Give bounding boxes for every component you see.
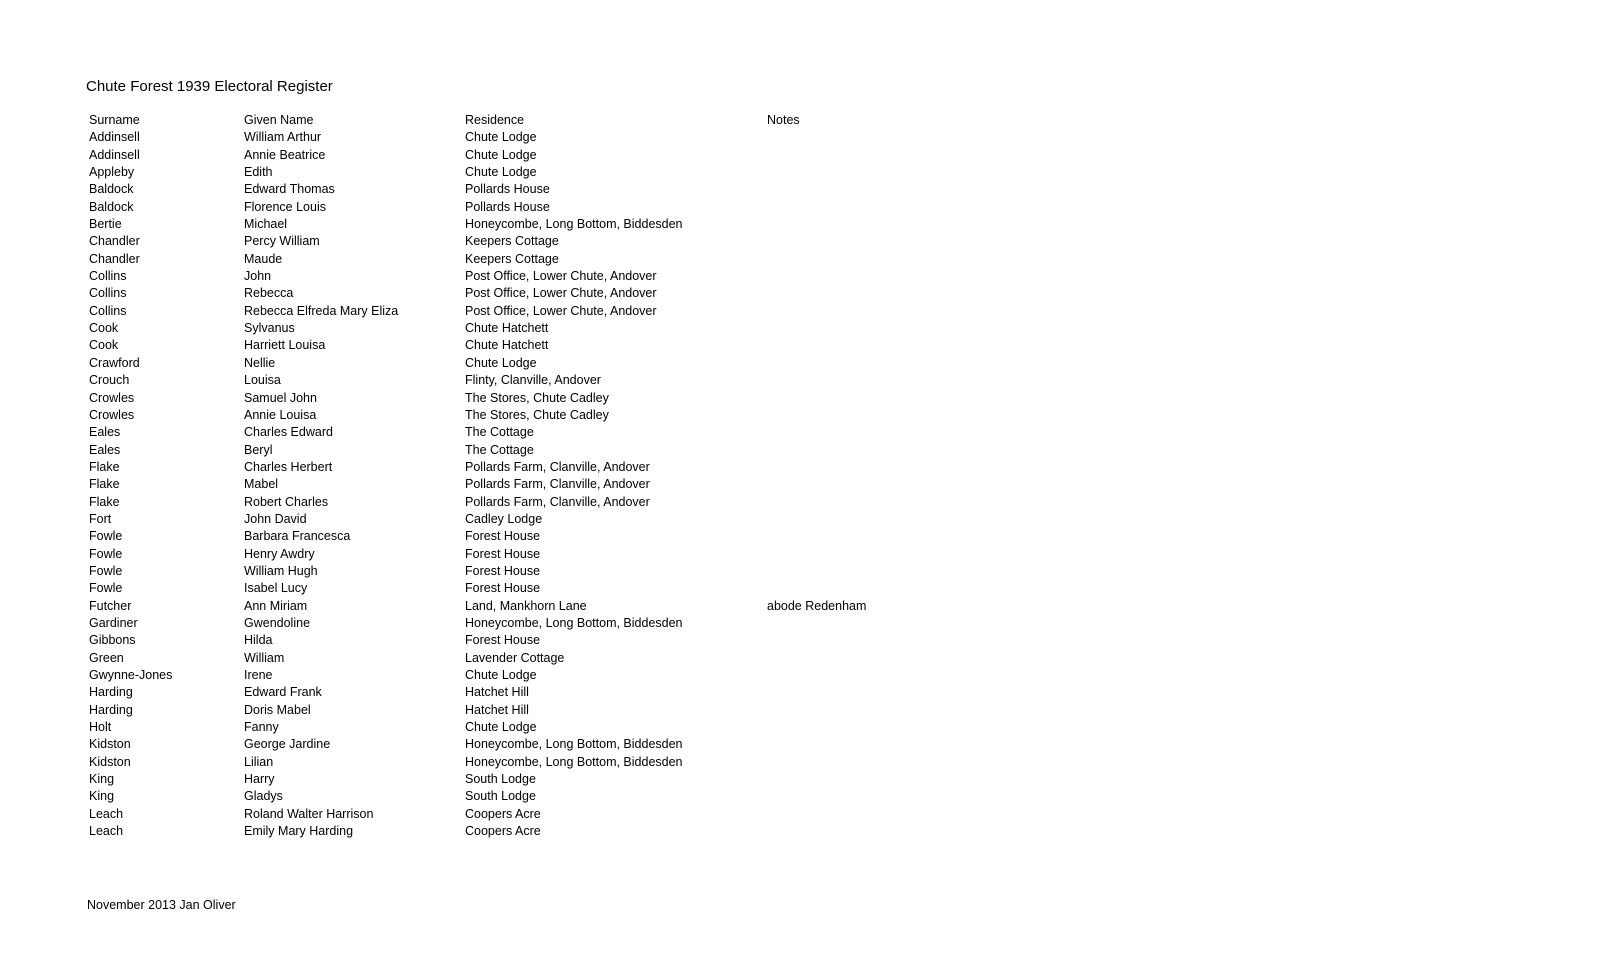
table-row [89, 251, 967, 268]
cell-residence: Cadley Lodge [465, 511, 543, 526]
table-row [89, 233, 967, 250]
cell-surname: Gwynne-Jones [89, 668, 173, 682]
cell-surname: Gibbons [89, 633, 136, 648]
table-row [89, 546, 967, 563]
cell-surname: Flake [89, 494, 120, 509]
table-row [89, 632, 967, 649]
cell-residence: Chute Lodge [465, 720, 537, 735]
table-row [89, 806, 967, 823]
cell-notes [767, 285, 967, 302]
cell-surname: Fowle [89, 581, 123, 596]
cell-notes [767, 702, 967, 719]
cell-residence: Forest House [465, 529, 541, 544]
cell-notes [767, 372, 967, 389]
cell-notes [767, 320, 967, 337]
cell-residence: Post Office, Lower Chute, Andover [465, 269, 657, 284]
table-row [89, 788, 967, 805]
cell-surname: Kidston [89, 737, 131, 752]
cell-residence: Coopers Acre [465, 824, 541, 839]
cell-notes [767, 390, 967, 407]
cell-residence: Pollards Farm, Clanville, Andover [465, 459, 650, 474]
cell-surname: Kidston [89, 754, 131, 769]
cell-given-name: Nellie [244, 355, 276, 370]
cell-residence: Honeycombe, Long Bottom, Biddesden [465, 615, 683, 630]
cell-given-name: Fanny [244, 720, 279, 735]
table-row [89, 164, 967, 181]
cell-given-name: Edward Thomas [244, 182, 335, 197]
cell-notes [767, 251, 967, 268]
table-row [89, 528, 967, 545]
cell-residence: Honeycombe, Long Bottom, Biddesden [465, 754, 683, 769]
cell-residence: Chute Lodge [465, 130, 537, 145]
table-row [89, 823, 967, 840]
cell-given-name: Emily Mary Harding [244, 824, 354, 839]
table-row [89, 320, 967, 337]
table-row [89, 407, 967, 424]
table-row [89, 563, 967, 580]
column-header-notes: Notes [767, 113, 800, 127]
cell-given-name: Irene [244, 668, 273, 682]
cell-residence: The Cottage [465, 442, 534, 457]
cell-residence: Hatchet Hill [465, 702, 529, 717]
cell-residence: Lavender Cottage [465, 650, 565, 665]
cell-residence: Forest House [465, 633, 541, 648]
cell-notes [767, 546, 967, 563]
cell-surname: Fowle [89, 563, 123, 578]
cell-notes [767, 337, 967, 354]
cell-given-name: Mabel [244, 477, 279, 492]
cell-notes [767, 650, 967, 667]
cell-residence: Pollards House [465, 182, 550, 197]
table-row [89, 615, 967, 632]
cell-surname: Eales [89, 425, 121, 440]
cell-notes [767, 233, 967, 250]
cell-notes [767, 771, 967, 788]
cell-residence: The Stores, Chute Cadley [465, 390, 609, 405]
cell-surname: Flake [89, 459, 120, 474]
cell-residence: Chute Lodge [465, 165, 537, 180]
table-row [89, 216, 967, 233]
cell-surname: Cook [89, 321, 119, 336]
cell-given-name: George Jardine [244, 737, 331, 752]
cell-given-name: Annie Beatrice [244, 147, 326, 162]
cell-given-name: William Hugh [244, 563, 318, 578]
cell-given-name: Robert Charles [244, 494, 329, 509]
cell-surname: Collins [89, 303, 127, 318]
cell-surname: Cook [89, 338, 119, 353]
cell-notes: abode Redenham [767, 598, 867, 613]
cell-given-name: Beryl [244, 442, 273, 457]
cell-surname: Crowles [89, 390, 135, 405]
cell-notes [767, 476, 967, 493]
cell-given-name: Harriett Louisa [244, 338, 326, 353]
cell-residence: The Stores, Chute Cadley [465, 407, 609, 422]
cell-surname: Green [89, 650, 124, 665]
cell-given-name: Rebecca [244, 286, 294, 301]
cell-notes [767, 303, 967, 320]
cell-given-name: Percy William [244, 234, 320, 249]
table-row [89, 667, 967, 684]
cell-residence: South Lodge [465, 789, 536, 804]
cell-residence: Pollards Farm, Clanville, Andover [465, 477, 650, 492]
cell-given-name: Rebecca Elfreda Mary Eliza [244, 303, 399, 318]
cell-notes [767, 528, 967, 545]
cell-notes [767, 129, 967, 146]
cell-notes [767, 806, 967, 823]
cell-residence: Forest House [465, 563, 541, 578]
cell-residence: Land, Mankhorn Lane [465, 598, 587, 613]
column-header-surname: Surname [89, 113, 140, 127]
cell-residence: Forest House [465, 581, 541, 596]
cell-residence: Coopers Acre [465, 806, 541, 821]
cell-surname: Flake [89, 477, 120, 492]
cell-notes [767, 181, 967, 198]
cell-surname: Eales [89, 442, 121, 457]
table-row [89, 702, 967, 719]
cell-residence: Pollards House [465, 199, 550, 214]
cell-notes [767, 216, 967, 233]
table-row [89, 684, 967, 701]
table-row [89, 476, 967, 493]
cell-surname: King [89, 772, 115, 787]
table-row [89, 598, 967, 615]
table-body [89, 129, 967, 840]
cell-surname: Leach [89, 824, 124, 839]
table-row [89, 650, 967, 667]
cell-residence: Chute Hatchett [465, 338, 549, 353]
cell-given-name: Sylvanus [244, 321, 295, 336]
cell-notes [767, 199, 967, 216]
table-row [89, 303, 967, 320]
cell-notes [767, 147, 967, 164]
cell-residence: Post Office, Lower Chute, Andover [465, 303, 657, 318]
cell-residence: Chute Hatchett [465, 321, 549, 336]
table-row [89, 337, 967, 354]
table-row [89, 580, 967, 597]
cell-notes [767, 459, 967, 476]
cell-surname: Bertie [89, 217, 122, 232]
cell-surname: Fort [89, 511, 112, 526]
cell-surname: Fowle [89, 546, 123, 561]
cell-surname: Gardiner [89, 615, 138, 630]
cell-surname: Collins [89, 286, 127, 301]
table-row [89, 372, 967, 389]
cell-surname: Crawford [89, 355, 140, 370]
cell-surname: King [89, 789, 115, 804]
cell-notes [767, 442, 967, 459]
cell-given-name: Florence Louis [244, 199, 326, 214]
table-row [89, 390, 967, 407]
cell-given-name: Charles Edward [244, 425, 333, 440]
table-row [89, 181, 967, 198]
register-table [89, 112, 967, 840]
cell-residence: Honeycombe, Long Bottom, Biddesden [465, 217, 683, 232]
cell-surname: Addinsell [89, 130, 140, 145]
cell-given-name: Gwendoline [244, 615, 311, 630]
cell-notes [767, 719, 967, 736]
cell-given-name: Michael [244, 217, 288, 232]
document-footer: November 2013 Jan Oliver [87, 898, 236, 912]
cell-residence: Chute Lodge [465, 668, 537, 682]
cell-given-name: Roland Walter Harrison [244, 806, 374, 821]
cell-given-name: Henry Awdry [244, 546, 315, 561]
cell-surname: Crowles [89, 407, 135, 422]
cell-notes [767, 615, 967, 632]
cell-surname: Holt [89, 720, 112, 735]
table-row [89, 355, 967, 372]
cell-given-name: Harry [244, 772, 275, 787]
cell-residence: Keepers Cottage [465, 251, 559, 266]
table-row [89, 511, 967, 528]
cell-notes [767, 563, 967, 580]
cell-given-name: William Arthur [244, 130, 322, 145]
table-row [89, 754, 967, 771]
table-row [89, 129, 967, 146]
table-row [89, 442, 967, 459]
cell-notes [767, 580, 967, 597]
cell-given-name: Charles Herbert [244, 459, 333, 474]
cell-surname: Leach [89, 806, 124, 821]
cell-residence: Keepers Cottage [465, 234, 559, 249]
document-title: Chute Forest 1939 Electoral Register [86, 78, 333, 95]
cell-notes [767, 736, 967, 753]
cell-residence: Pollards Farm, Clanville, Andover [465, 494, 650, 509]
cell-notes [767, 494, 967, 511]
cell-surname: Baldock [89, 199, 134, 214]
table-row [89, 268, 967, 285]
cell-given-name: Samuel John [244, 390, 317, 405]
cell-notes [767, 511, 967, 528]
cell-given-name: Ann Miriam [244, 598, 308, 613]
cell-residence: Forest House [465, 546, 541, 561]
cell-surname: Harding [89, 702, 133, 717]
column-header-residence: Residence [465, 113, 525, 127]
cell-given-name: Annie Louisa [244, 407, 317, 422]
cell-notes [767, 754, 967, 771]
cell-notes [767, 407, 967, 424]
cell-surname: Harding [89, 685, 133, 700]
table-row [89, 285, 967, 302]
table-row [89, 771, 967, 788]
cell-notes [767, 823, 967, 840]
cell-given-name: Edward Frank [244, 685, 322, 700]
cell-given-name: Lilian [244, 754, 274, 769]
cell-surname: Chandler [89, 234, 140, 249]
cell-given-name: Gladys [244, 789, 283, 804]
table-row [89, 199, 967, 216]
cell-notes [767, 788, 967, 805]
cell-notes [767, 632, 967, 649]
cell-surname: Collins [89, 269, 127, 284]
table-header-row [89, 112, 967, 129]
cell-given-name: Maude [244, 251, 283, 266]
cell-given-name: John David [244, 511, 307, 526]
cell-residence: The Cottage [465, 425, 534, 440]
cell-given-name: Barbara Francesca [244, 529, 351, 544]
table-row [89, 719, 967, 736]
cell-surname: Baldock [89, 182, 134, 197]
cell-notes [767, 684, 967, 701]
cell-given-name: Louisa [244, 373, 281, 388]
cell-residence: South Lodge [465, 772, 536, 787]
cell-surname: Chandler [89, 251, 140, 266]
cell-given-name: William [244, 650, 285, 665]
table-row [89, 459, 967, 476]
table-row [89, 494, 967, 511]
cell-notes [767, 355, 967, 372]
cell-residence: Hatchet Hill [465, 685, 529, 700]
cell-residence: Post Office, Lower Chute, Andover [465, 286, 657, 301]
cell-notes [767, 268, 967, 285]
table-row [89, 736, 967, 753]
cell-given-name: Isabel Lucy [244, 581, 308, 596]
cell-given-name: Hilda [244, 633, 273, 648]
cell-notes [767, 424, 967, 441]
column-header-given-name: Given Name [244, 113, 314, 127]
cell-notes [767, 667, 967, 684]
cell-surname: Fowle [89, 529, 123, 544]
cell-residence: Flinty, Clanville, Andover [465, 373, 601, 388]
cell-given-name: Doris Mabel [244, 702, 311, 717]
table-row [89, 147, 967, 164]
cell-surname: Addinsell [89, 147, 140, 162]
cell-notes [767, 164, 967, 181]
cell-given-name: John [244, 269, 272, 284]
cell-surname: Futcher [89, 598, 132, 613]
table-row [89, 424, 967, 441]
cell-given-name: Edith [244, 165, 273, 180]
cell-surname: Crouch [89, 373, 130, 388]
cell-residence: Chute Lodge [465, 355, 537, 370]
cell-surname: Appleby [89, 165, 135, 180]
cell-residence: Honeycombe, Long Bottom, Biddesden [465, 737, 683, 752]
cell-residence: Chute Lodge [465, 147, 537, 162]
